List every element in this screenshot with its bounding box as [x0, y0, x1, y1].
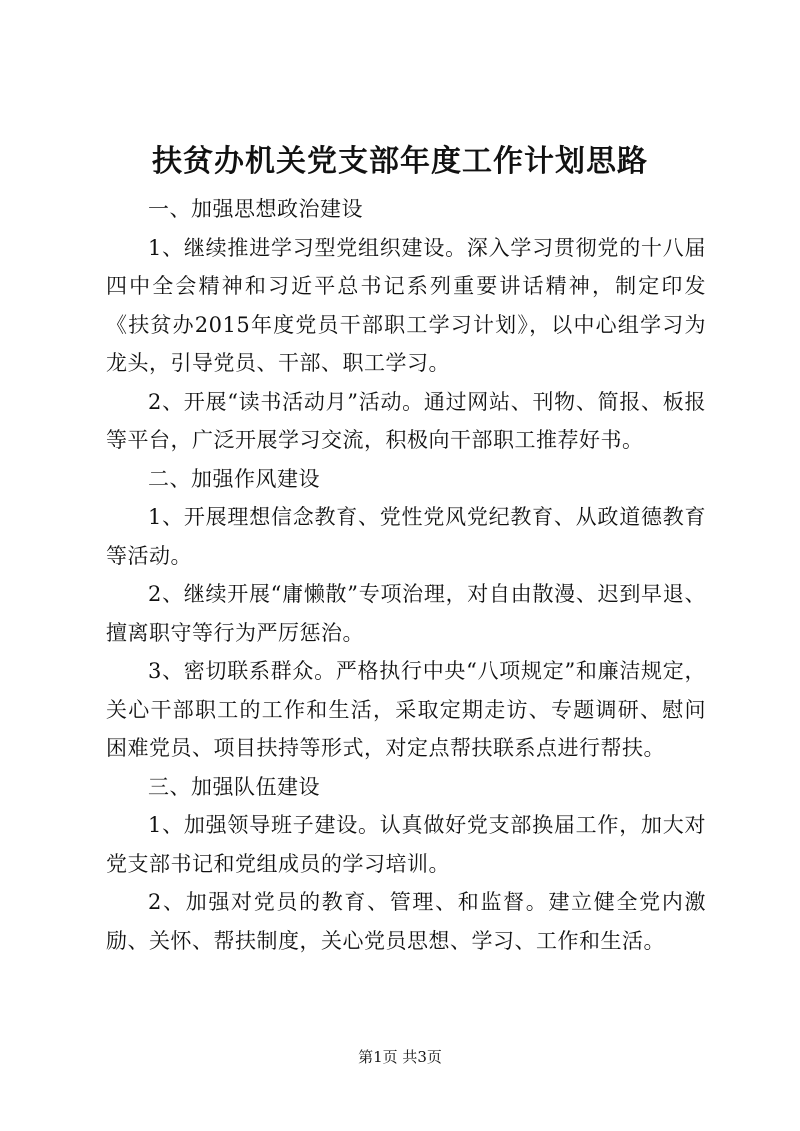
- document-body: [106, 190, 706, 960]
- page-footer: 第1页 共3页: [358, 1048, 442, 1066]
- section-heading-style: 二、加强作风建设: [148, 466, 320, 491]
- section-heading-team: 三、加强队伍建设: [148, 774, 320, 799]
- paragraph-laziness-governance: 2、继续开展“庸懒散”专项治理，对自由散漫、迟到早退、擅离职守等行为严厉惩治。: [106, 582, 706, 645]
- paragraph-learning-party-organization: 1、继续推进学习型党组织建设。深入学习贯彻党的十八届四中全会精神和习近平总书记系列重要讲话精神，制定印发《扶贫办2015年度党员干部职工学习计划》，以中心组学习为龙头，引导党员、干部、职工学习。: [106, 235, 706, 375]
- section-heading-ideology: 一、加强思想政治建设: [148, 197, 363, 221]
- paragraph-member-education: 2、加强对党员的教育、管理、和监督。建立健全党内激励、关怀、帮扶制度，关心党员思想、学习、工作和生活。: [106, 890, 706, 953]
- paragraph-contact-masses: 3、密切联系群众。严格执行中央“八项规定”和廉洁规定，关心干部职工的工作和生活，采取定期走访、专题调研、慰问困难党员、项目扶持等形式，对定点帮扶联系点进行帮扶。: [106, 659, 706, 760]
- document-title: 扶贫办机关党支部年度工作计划思路: [152, 144, 648, 179]
- paragraph-reading-month: 2、开展“读书活动月”活动。通过网站、刊物、简报、板报等平台，广泛开展学习交流，积极向干部职工推荐好书。: [106, 389, 706, 452]
- paragraph-ideals-education: 1、开展理想信念教育、党性党风党纪教育、从政道德教育等活动。: [106, 505, 706, 568]
- paragraph-leadership-building: 1、加强领导班子建设。认真做好党支部换届工作，加大对党支部书记和党组成员的学习培训。: [106, 813, 706, 876]
